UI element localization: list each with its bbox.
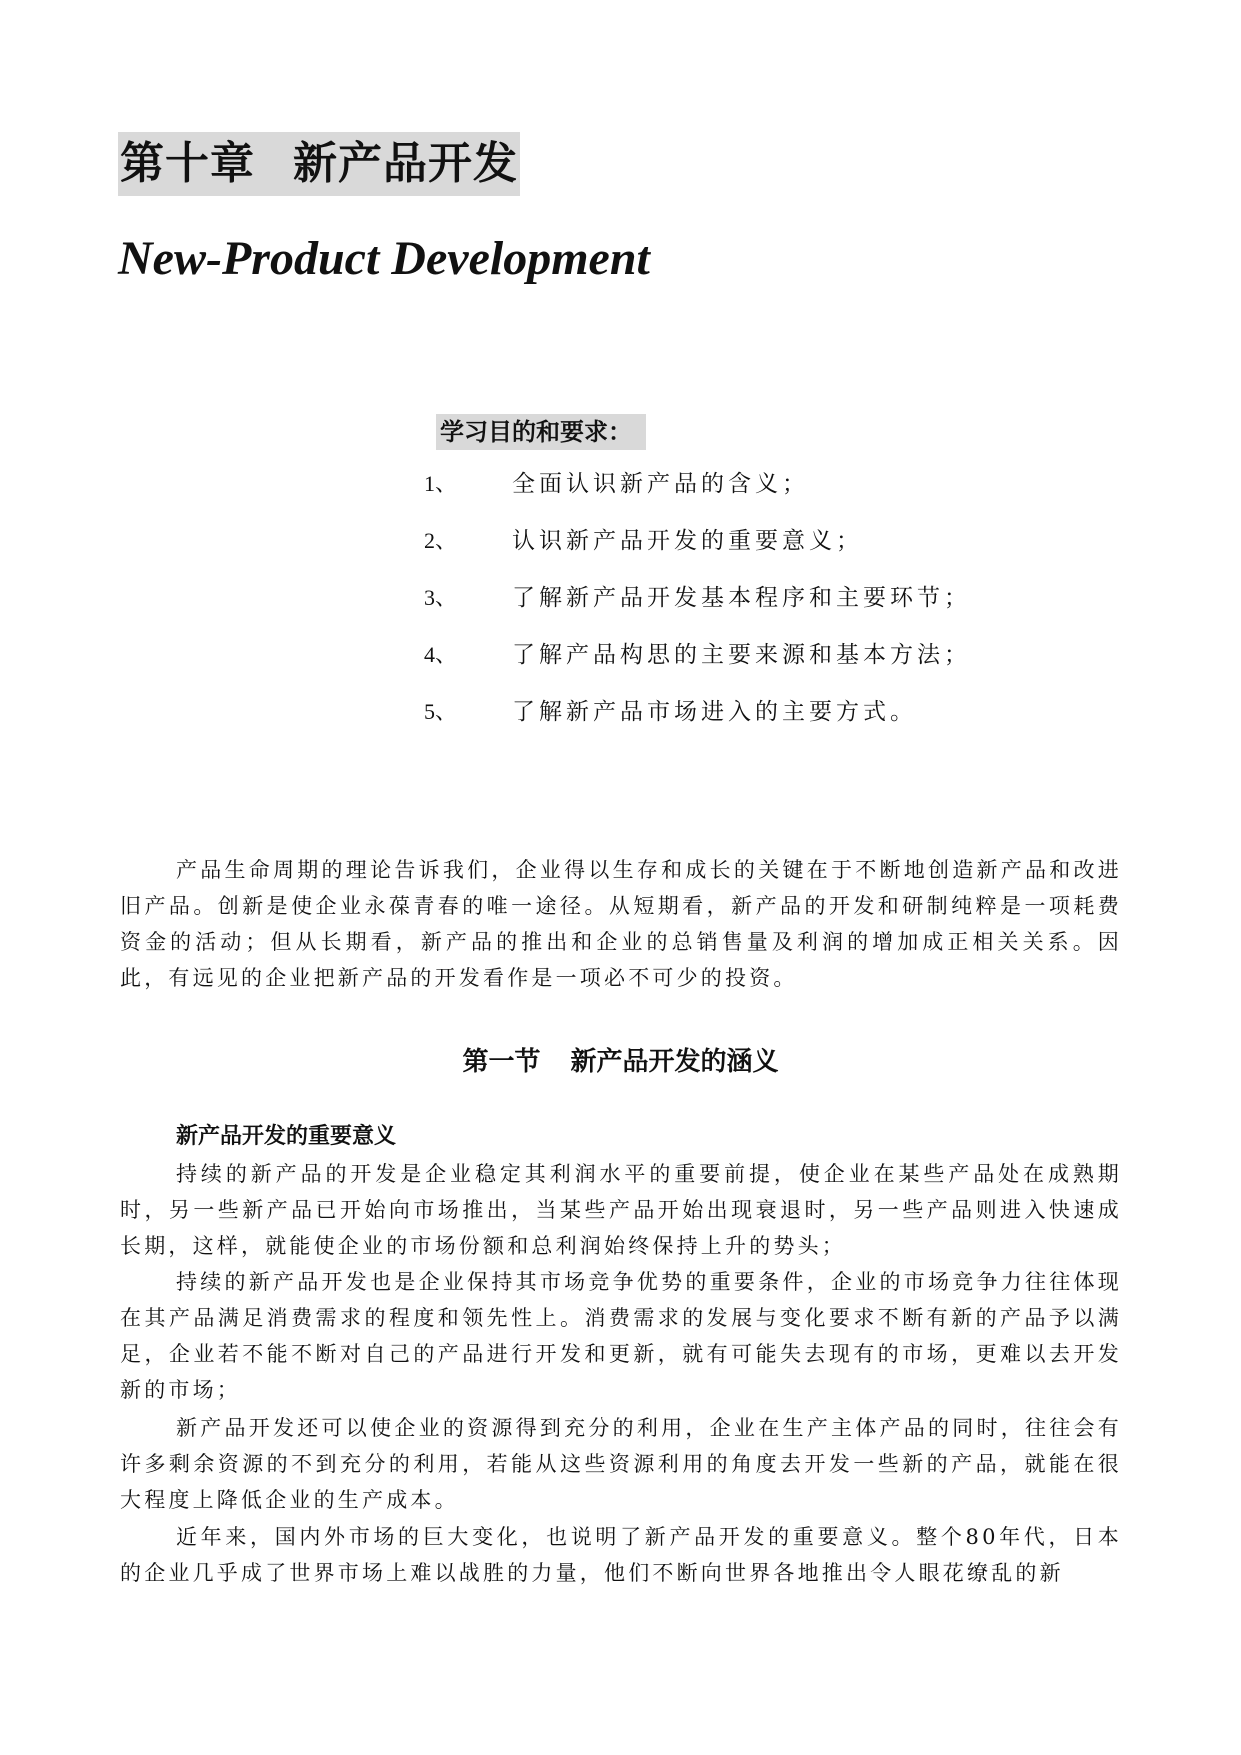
objective-text: 全面认识新产品的含义； xyxy=(512,471,809,497)
objective-text: 了解产品构思的主要来源和基本方法； xyxy=(512,642,971,668)
objective-item xyxy=(424,466,971,523)
objective-text: 了解新产品开发基本程序和主要环节； xyxy=(512,585,971,611)
intro-paragraph: 产品生命周期的理论告诉我们，企业得以生存和成长的关键在于不断地创造新产品和改进旧产品。创新是使企业永葆青春的唯一途径。从短期看，新产品的开发和研制纯粹是一项耗费资金的活动；但从长期看，新产品的推出和企业的总销售量及利润的增加成正相关关系。因此，有远见的企业把新产品的开发看作是一项必不可少的投资。 xyxy=(120,858,1122,990)
chapter-title xyxy=(118,132,520,196)
objective-number: 3、 xyxy=(424,585,458,610)
section-title xyxy=(0,1042,1241,1082)
objective-number: 5、 xyxy=(424,699,458,724)
section-number: 第一节 xyxy=(462,1047,541,1077)
objective-item xyxy=(424,637,971,694)
objective-item xyxy=(424,523,971,580)
objectives-list xyxy=(424,466,971,751)
chapter-english-title: New-Product Development xyxy=(118,232,650,285)
objective-item xyxy=(424,694,971,751)
body-paragraph: 持续的新产品开发也是企业保持其市场竞争优势的重要条件，企业的市场竞争力往往体现在其产品满足消费需求的程度和领先性上。消费需求的发展与变化要求不断有新的产品予以满足，企业若不能不断对自己的产品进行开发和更新，就有可能失去现有的市场，更难以去开发新的市场； xyxy=(120,1270,1122,1402)
body-paragraph: 持续的新产品的开发是企业稳定其利润水平的重要前提，使企业在某些产品处在成熟期时，另一些新产品已开始向市场推出，当某些产品开始出现衰退时，另一些产品则进入快速成长期，这样，就能使企业的市场份额和总利润始终保持上升的势头； xyxy=(120,1162,1122,1258)
objective-number: 2、 xyxy=(424,528,458,553)
objective-number: 1、 xyxy=(424,471,458,496)
objective-item xyxy=(424,580,971,637)
objectives-heading: 学习目的和要求： xyxy=(436,414,646,450)
chapter-name: 新产品开发 xyxy=(293,138,518,189)
objective-text: 认识新产品开发的重要意义； xyxy=(512,528,863,554)
section-name: 新产品开发的涵义 xyxy=(570,1047,779,1077)
objective-text: 了解新产品市场进入的主要方式。 xyxy=(512,699,917,725)
body-paragraph: 新产品开发还可以使企业的资源得到充分的利用，企业在生产主体产品的同时，往往会有许多剩余资源的不到充分的利用，若能从这些资源利用的角度去开发一些新的产品，就能在很大程度上降低企业的生产成本。 xyxy=(120,1416,1122,1512)
objective-number: 4、 xyxy=(424,642,458,667)
body-paragraph: 近年来，国内外市场的巨大变化，也说明了新产品开发的重要意义。整个80年代，日本的企业几乎成了世界市场上难以战胜的力量，他们不断向世界各地推出令人眼花缭乱的新 xyxy=(120,1525,1122,1585)
subsection-heading: 新产品开发的重要意义 xyxy=(176,1124,397,1149)
chapter-number: 第十章 xyxy=(120,138,255,189)
